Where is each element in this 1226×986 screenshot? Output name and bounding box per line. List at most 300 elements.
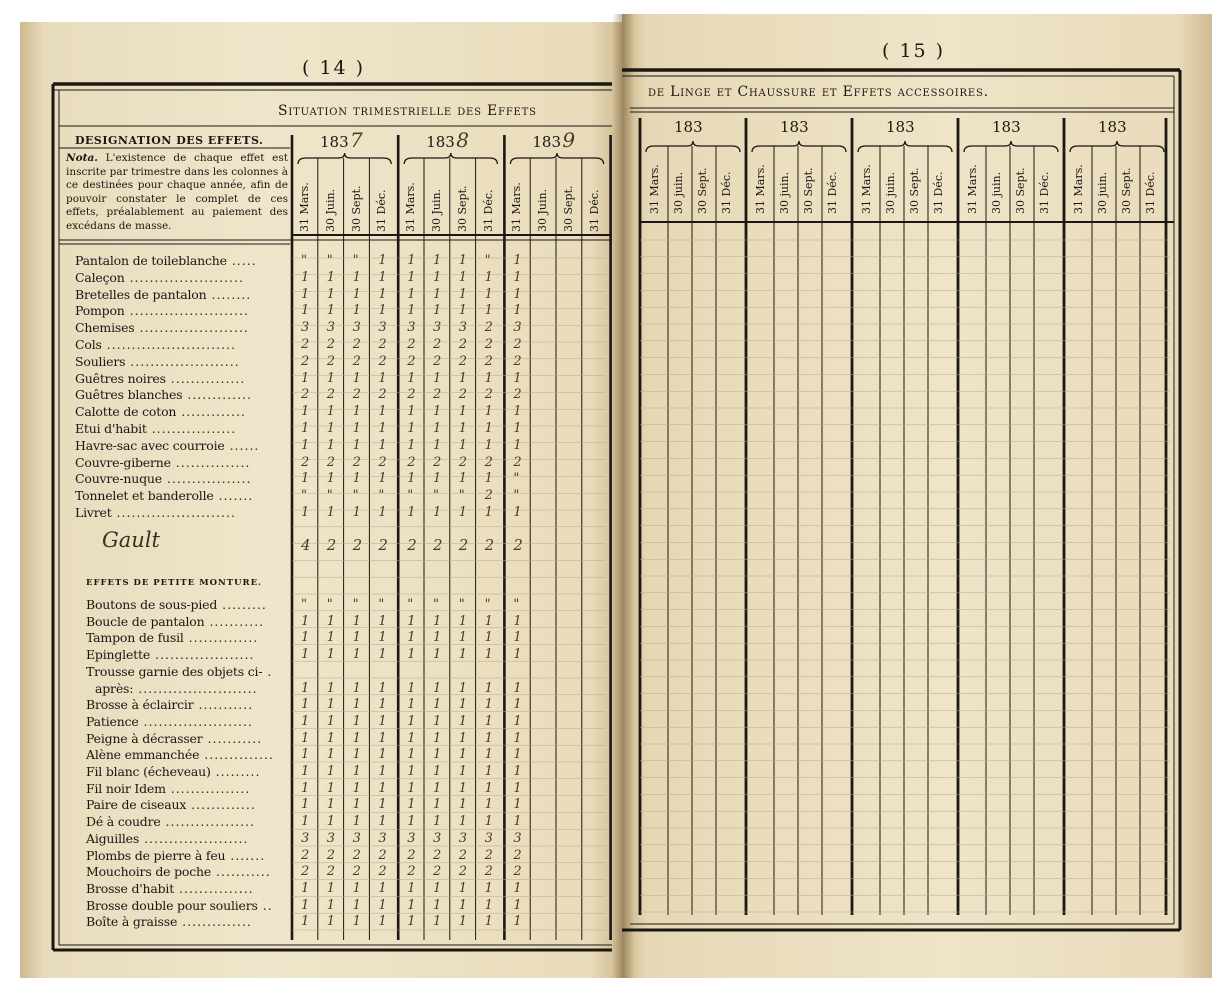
handwritten-count: 1 bbox=[513, 880, 522, 896]
handwritten-count: 1 bbox=[513, 897, 522, 913]
handwritten-count: 1 bbox=[326, 680, 336, 696]
handwritten-count: 1 bbox=[513, 404, 522, 420]
handwritten-count: 2 bbox=[352, 864, 361, 880]
handwritten-count: 2 bbox=[378, 864, 387, 880]
handwritten-count: 2 bbox=[513, 864, 522, 880]
left-year-handwritten-digit: 8 bbox=[456, 128, 469, 152]
handwritten-count: 1 bbox=[513, 421, 522, 436]
handwritten-count: 1 bbox=[484, 303, 493, 319]
handwritten-count: 1 bbox=[433, 680, 442, 696]
handwritten-count: 2 bbox=[301, 337, 310, 352]
signature: Gault bbox=[102, 528, 160, 552]
handwritten-count: 3 bbox=[433, 830, 442, 846]
handwritten-count: 1 bbox=[484, 680, 493, 696]
handwritten-count: 1 bbox=[378, 914, 387, 930]
item-row: Tonnelet et banderolle ....... bbox=[75, 488, 254, 504]
handwritten-count: 1 bbox=[407, 897, 416, 913]
handwritten-count: 1 bbox=[352, 713, 361, 729]
handwritten-count: " bbox=[301, 488, 307, 504]
handwritten-count: 1 bbox=[407, 269, 416, 285]
handwritten-count: 2 bbox=[458, 454, 468, 470]
handwritten-count: 2 bbox=[433, 847, 442, 863]
handwritten-count: 1 bbox=[458, 680, 468, 696]
handwritten-count: 1 bbox=[484, 780, 493, 796]
handwritten-count: 2 bbox=[433, 454, 442, 470]
left-year-label: 183 bbox=[426, 133, 455, 151]
handwritten-count: 1 bbox=[301, 797, 310, 813]
handwritten-count: 1 bbox=[513, 630, 522, 646]
handwritten-count: " bbox=[352, 488, 359, 504]
handwritten-count: 2 bbox=[484, 353, 493, 369]
handwritten-count: 2 bbox=[458, 387, 468, 403]
handwritten-count: 2 bbox=[301, 847, 310, 863]
handwritten-count: 2 bbox=[407, 454, 416, 470]
left-quarter-header: 31 Déc. bbox=[375, 189, 389, 232]
right-quarter-header: 31 Déc. bbox=[932, 171, 945, 214]
item-row: Caleçon ....................... bbox=[75, 269, 244, 285]
handwritten-count: 1 bbox=[458, 764, 468, 779]
handwritten-count: 1 bbox=[458, 797, 468, 813]
handwritten-count: " bbox=[458, 488, 465, 504]
handwritten-count: 1 bbox=[484, 747, 493, 763]
left-quarter-header: 30 Sept. bbox=[455, 185, 469, 232]
handwritten-count: 3 bbox=[301, 830, 310, 846]
handwritten-count: 1 bbox=[301, 897, 310, 913]
handwritten-count: " bbox=[301, 597, 307, 612]
handwritten-count: 1 bbox=[352, 269, 361, 285]
handwritten-count: 1 bbox=[484, 370, 493, 386]
right-quarter-header: 31 Déc. bbox=[826, 171, 839, 214]
handwritten-count: 1 bbox=[301, 647, 310, 663]
right-year-label: 183 bbox=[886, 118, 915, 136]
handwritten-count: 2 bbox=[407, 864, 416, 880]
handwritten-count: 1 bbox=[513, 437, 522, 453]
handwritten-count: 1 bbox=[433, 647, 442, 663]
left-quarter-header: 31 Mars. bbox=[404, 182, 418, 232]
handwritten-count: 1 bbox=[407, 505, 416, 520]
petite-monture-row: Dé à coudre .................. bbox=[86, 814, 256, 830]
handwritten-count: 1 bbox=[433, 713, 442, 729]
handwritten-count: 1 bbox=[484, 697, 493, 713]
handwritten-count: 1 bbox=[433, 404, 442, 420]
left-year-label: 183 bbox=[320, 133, 349, 151]
handwritten-count: 1 bbox=[352, 764, 361, 779]
petite-monture-row: après: ........................ bbox=[95, 680, 258, 696]
handwritten-count: 1 bbox=[458, 505, 468, 520]
handwritten-count: 3 bbox=[513, 830, 522, 846]
handwritten-count: 1 bbox=[484, 630, 493, 646]
handwritten-count: 2 bbox=[513, 337, 522, 352]
item-row: Pompon ........................ bbox=[75, 303, 250, 319]
handwritten-count: 1 bbox=[433, 269, 442, 285]
handwritten-count: 1 bbox=[458, 437, 468, 453]
handwritten-count: 1 bbox=[407, 613, 416, 629]
handwritten-count: 1 bbox=[458, 914, 468, 930]
handwritten-count: 2 bbox=[378, 337, 387, 352]
handwritten-count: 2 bbox=[484, 847, 493, 863]
left-year-handwritten-digit: 9 bbox=[562, 128, 576, 152]
handwritten-count: 1 bbox=[458, 780, 468, 796]
handwritten-count: 1 bbox=[352, 697, 361, 713]
handwritten-count: 1 bbox=[407, 814, 416, 830]
handwritten-count: " bbox=[352, 253, 359, 268]
nota-label: Nota. bbox=[66, 152, 98, 164]
handwritten-count: 1 bbox=[378, 437, 387, 453]
right-year-brace bbox=[964, 141, 1058, 152]
handwritten-count: 1 bbox=[484, 914, 493, 930]
handwritten-count: 1 bbox=[513, 613, 522, 629]
right-quarter-header: 30 Sept. bbox=[1014, 167, 1027, 214]
handwritten-count: 1 bbox=[407, 303, 416, 319]
handwritten-count: 2 bbox=[378, 454, 387, 470]
handwritten-count: " bbox=[378, 597, 385, 612]
handwritten-count: " bbox=[326, 488, 333, 504]
left-year-handwritten-digit: 7 bbox=[350, 128, 363, 152]
handwritten-count: 2 bbox=[513, 387, 522, 403]
handwritten-count: 1 bbox=[378, 680, 387, 696]
petite-monture-row: Patience ...................... bbox=[86, 713, 253, 729]
handwritten-count: 2 bbox=[513, 353, 522, 369]
handwritten-total: 4 bbox=[301, 536, 311, 554]
handwritten-count: 1 bbox=[433, 630, 442, 646]
right-year-brace bbox=[646, 141, 740, 152]
handwritten-count: 1 bbox=[378, 370, 387, 386]
handwritten-count: 2 bbox=[352, 353, 361, 369]
handwritten-count: 2 bbox=[513, 847, 522, 863]
handwritten-count: 3 bbox=[458, 830, 468, 846]
handwritten-count: " bbox=[458, 597, 465, 612]
item-row: Chemises ...................... bbox=[75, 320, 249, 336]
handwritten-count: 1 bbox=[407, 697, 416, 713]
handwritten-count: 1 bbox=[433, 797, 442, 813]
handwritten-count: 1 bbox=[301, 370, 310, 386]
handwritten-count: 1 bbox=[433, 697, 442, 713]
petite-monture-row: Boutons de sous-pied ......... bbox=[86, 597, 267, 612]
handwritten-count: 2 bbox=[433, 337, 442, 352]
right-year-label: 183 bbox=[1098, 118, 1127, 136]
handwritten-count: 1 bbox=[513, 253, 522, 268]
right-year-brace bbox=[858, 141, 952, 152]
nota-block bbox=[66, 152, 288, 233]
handwritten-count: 2 bbox=[433, 387, 442, 403]
handwritten-count: 1 bbox=[378, 730, 387, 746]
handwritten-count: 1 bbox=[513, 797, 522, 813]
left-quarter-header: 31 Déc. bbox=[587, 189, 601, 232]
handwritten-count: 1 bbox=[484, 797, 493, 813]
handwritten-count: " bbox=[513, 597, 520, 612]
handwritten-count: 1 bbox=[484, 286, 493, 302]
handwritten-count: 1 bbox=[513, 697, 522, 713]
handwritten-count: 1 bbox=[378, 897, 387, 913]
handwritten-count: 1 bbox=[301, 814, 310, 830]
right-year-brace bbox=[1070, 141, 1164, 152]
handwritten-count: 2 bbox=[458, 847, 468, 863]
handwritten-count: 1 bbox=[484, 269, 493, 285]
handwritten-count: " bbox=[433, 597, 439, 612]
handwritten-count: 2 bbox=[458, 353, 468, 369]
handwritten-count: 1 bbox=[352, 914, 361, 930]
section-title-petite-monture: EFFETS DE PETITE MONTURE. bbox=[86, 578, 263, 588]
handwritten-count: 1 bbox=[407, 421, 416, 436]
handwritten-total: 2 bbox=[484, 536, 495, 554]
handwritten-count: 2 bbox=[458, 337, 468, 352]
handwritten-count: 3 bbox=[378, 830, 387, 846]
handwritten-count: 2 bbox=[407, 353, 416, 369]
item-row: Souliers ...................... bbox=[75, 353, 240, 369]
handwritten-count: 1 bbox=[352, 814, 361, 830]
item-row: Bretelles de pantalon ........ bbox=[75, 286, 252, 302]
right-quarter-header: 30 Sept. bbox=[1120, 167, 1133, 214]
handwritten-count: 1 bbox=[378, 303, 387, 319]
handwritten-count: 1 bbox=[513, 680, 522, 696]
handwritten-count: 1 bbox=[378, 814, 387, 830]
handwritten-count: 1 bbox=[326, 764, 336, 779]
handwritten-count: 1 bbox=[407, 764, 416, 779]
right-quarter-header: 30 juin. bbox=[672, 171, 685, 214]
handwritten-count: 1 bbox=[301, 630, 310, 646]
left-quarter-header: 30 Juin. bbox=[430, 188, 443, 232]
handwritten-count: 1 bbox=[433, 613, 442, 629]
handwritten-count: 1 bbox=[352, 780, 361, 796]
handwritten-count: 1 bbox=[326, 370, 336, 386]
handwritten-count: 1 bbox=[301, 613, 310, 629]
handwritten-count: 1 bbox=[352, 880, 361, 896]
handwritten-count: 1 bbox=[407, 797, 416, 813]
right-quarter-header: 30 Sept. bbox=[802, 167, 815, 214]
right-page-title: de Linge et Chaussure et Effets accessoires. bbox=[648, 84, 989, 100]
page-number-left: ( 14 ) bbox=[302, 57, 366, 79]
handwritten-count: 1 bbox=[407, 680, 416, 696]
handwritten-count: 1 bbox=[433, 764, 442, 779]
handwritten-count: 1 bbox=[326, 897, 336, 913]
handwritten-count: 1 bbox=[407, 253, 416, 268]
right-quarter-header: 31 Mars. bbox=[754, 164, 767, 214]
handwritten-count: 1 bbox=[301, 764, 310, 779]
handwritten-count: 1 bbox=[352, 505, 361, 520]
handwritten-count: 1 bbox=[513, 764, 522, 779]
handwritten-count: 1 bbox=[378, 630, 387, 646]
handwritten-count: 2 bbox=[301, 353, 310, 369]
handwritten-count: " bbox=[407, 597, 414, 612]
handwritten-count: 3 bbox=[484, 830, 493, 846]
handwritten-count: 1 bbox=[352, 613, 361, 629]
handwritten-count: 1 bbox=[326, 814, 336, 830]
item-row: Cols .......................... bbox=[75, 337, 236, 352]
right-quarter-header: 31 Déc. bbox=[720, 171, 733, 214]
handwritten-count: 1 bbox=[378, 471, 387, 487]
handwritten-count: 2 bbox=[378, 353, 387, 369]
petite-monture-row: Aiguilles ..................... bbox=[86, 830, 249, 846]
handwritten-count: " bbox=[484, 253, 491, 268]
handwritten-count: " bbox=[433, 488, 439, 504]
petite-monture-row: Mouchoirs de poche ........... bbox=[86, 864, 271, 880]
petite-monture-row: Boîte à graisse .............. bbox=[86, 914, 252, 930]
handwritten-count: 2 bbox=[301, 454, 310, 470]
right-year-label: 183 bbox=[674, 118, 703, 136]
handwritten-count: 1 bbox=[513, 780, 522, 796]
handwritten-count: 2 bbox=[352, 454, 361, 470]
handwritten-count: 1 bbox=[407, 404, 416, 420]
handwritten-count: 1 bbox=[301, 404, 310, 420]
handwritten-count: 1 bbox=[352, 747, 361, 763]
handwritten-total: 2 bbox=[378, 536, 388, 554]
right-year-label: 183 bbox=[992, 118, 1021, 136]
item-row: Calotte de coton ............. bbox=[75, 404, 246, 420]
handwritten-count: 1 bbox=[326, 713, 336, 729]
handwritten-count: 3 bbox=[352, 830, 361, 846]
handwritten-count: 2 bbox=[484, 454, 493, 470]
handwritten-count: 1 bbox=[352, 421, 361, 436]
right-quarter-header: 30 juin. bbox=[778, 171, 791, 214]
handwritten-count: 2 bbox=[484, 864, 493, 880]
handwritten-count: 2 bbox=[458, 864, 468, 880]
handwritten-count: 1 bbox=[513, 269, 522, 285]
handwritten-count: 1 bbox=[352, 404, 361, 420]
handwritten-count: 1 bbox=[301, 713, 310, 729]
handwritten-count: 1 bbox=[433, 880, 442, 896]
handwritten-count: 1 bbox=[352, 471, 361, 487]
handwritten-count: 2 bbox=[326, 337, 336, 352]
handwritten-count: 1 bbox=[407, 713, 416, 729]
handwritten-count: 3 bbox=[513, 320, 522, 336]
handwritten-count: 1 bbox=[458, 814, 468, 830]
handwritten-count: 1 bbox=[352, 370, 361, 386]
petite-monture-row: Brosse double pour souliers .. bbox=[86, 897, 273, 913]
right-quarter-header: 31 Mars. bbox=[966, 164, 979, 214]
handwritten-count: 1 bbox=[301, 471, 310, 487]
handwritten-count: 1 bbox=[407, 780, 416, 796]
handwritten-count: 1 bbox=[301, 730, 310, 746]
handwritten-count: 2 bbox=[378, 847, 387, 863]
handwritten-count: 1 bbox=[301, 286, 310, 302]
item-row: Guêtres blanches ............. bbox=[75, 387, 253, 403]
handwritten-count: 3 bbox=[407, 830, 416, 846]
handwritten-count: 1 bbox=[301, 680, 310, 696]
handwritten-count: 1 bbox=[484, 713, 493, 729]
handwritten-count: 1 bbox=[378, 613, 387, 629]
nota-text: L'existence de chaque effet est inscrite par trimestre dans les colonnes à ce destinées pour chaque année, afin de pouvoir constater le complet de ces effets, préalablement au paiement des excédans de masse. bbox=[66, 152, 288, 232]
handwritten-count: " bbox=[352, 597, 359, 612]
handwritten-count: 1 bbox=[458, 747, 468, 763]
handwritten-count: 1 bbox=[301, 697, 310, 713]
left-quarter-header: 30 Sept. bbox=[562, 185, 575, 232]
handwritten-count: 1 bbox=[458, 730, 468, 746]
handwritten-count: 1 bbox=[458, 647, 468, 663]
handwritten-count: 1 bbox=[484, 421, 493, 436]
right-quarter-header: 31 Mars. bbox=[648, 164, 661, 214]
handwritten-count: 1 bbox=[407, 747, 416, 763]
right-quarter-header: 31 Déc. bbox=[1144, 171, 1157, 214]
handwritten-total: 2 bbox=[458, 536, 469, 554]
handwritten-count: 2 bbox=[326, 387, 336, 403]
handwritten-count: 1 bbox=[378, 421, 387, 436]
handwritten-count: 1 bbox=[513, 747, 522, 763]
handwritten-count: 1 bbox=[433, 780, 442, 796]
handwritten-count: 2 bbox=[352, 387, 361, 403]
handwritten-count: 1 bbox=[458, 471, 468, 487]
handwritten-count: 1 bbox=[433, 370, 442, 386]
handwritten-count: 1 bbox=[513, 286, 522, 302]
handwritten-count: 1 bbox=[326, 880, 336, 896]
handwritten-count: 2 bbox=[352, 847, 361, 863]
handwritten-count: 1 bbox=[458, 880, 468, 896]
handwritten-count: 2 bbox=[407, 337, 416, 352]
handwritten-count: 1 bbox=[484, 437, 493, 453]
left-quarter-header: 30 Sept. bbox=[349, 185, 363, 232]
handwritten-count: 1 bbox=[301, 421, 310, 436]
handwritten-count: 1 bbox=[378, 269, 387, 285]
handwritten-count: 2 bbox=[484, 387, 493, 403]
right-year-label: 183 bbox=[780, 118, 809, 136]
petite-monture-row: Alène emmanchée .............. bbox=[86, 747, 274, 763]
petite-monture-row: Plombs de pierre à feu ....... bbox=[86, 847, 266, 863]
left-year-brace bbox=[404, 153, 497, 164]
handwritten-count: 1 bbox=[484, 471, 493, 487]
handwritten-count: 1 bbox=[513, 713, 522, 729]
handwritten-count: 1 bbox=[458, 404, 468, 420]
handwritten-count: 1 bbox=[301, 303, 310, 319]
handwritten-count: 1 bbox=[326, 404, 336, 420]
handwritten-count: 1 bbox=[458, 630, 468, 646]
handwritten-count: 1 bbox=[301, 269, 310, 285]
handwritten-count: " bbox=[484, 597, 491, 612]
handwritten-total: 2 bbox=[326, 536, 337, 554]
handwritten-count: 1 bbox=[433, 437, 442, 453]
handwritten-count: 3 bbox=[326, 830, 336, 846]
handwritten-count: 1 bbox=[484, 814, 493, 830]
handwritten-count: 1 bbox=[326, 269, 336, 285]
handwritten-count: 1 bbox=[326, 437, 336, 453]
handwritten-count: 1 bbox=[433, 730, 442, 746]
right-quarter-header: 30 Sept. bbox=[696, 167, 709, 214]
right-quarter-header: 31 Déc. bbox=[1038, 171, 1051, 214]
handwritten-count: 2 bbox=[301, 864, 310, 880]
handwritten-count: 1 bbox=[326, 730, 336, 746]
handwritten-count: 1 bbox=[378, 647, 387, 663]
petite-monture-row: Paire de ciseaux ............. bbox=[86, 797, 256, 813]
handwritten-count: 2 bbox=[326, 864, 336, 880]
handwritten-count: 1 bbox=[513, 814, 522, 830]
handwritten-count: 2 bbox=[326, 353, 336, 369]
handwritten-count: 1 bbox=[378, 697, 387, 713]
item-row: Livret ........................ bbox=[75, 505, 236, 520]
handwritten-count: 1 bbox=[407, 730, 416, 746]
handwritten-count: 1 bbox=[407, 880, 416, 896]
handwritten-count: 1 bbox=[433, 914, 442, 930]
handwritten-count: 3 bbox=[378, 320, 387, 336]
handwritten-count: 1 bbox=[458, 421, 468, 436]
handwritten-count: " bbox=[513, 471, 520, 487]
handwritten-count: 1 bbox=[433, 421, 442, 436]
handwritten-count: 1 bbox=[407, 647, 416, 663]
handwritten-count: 2 bbox=[326, 847, 336, 863]
handwritten-count: 1 bbox=[484, 505, 493, 520]
petite-monture-row: Fil blanc (écheveau) ......... bbox=[86, 764, 261, 779]
handwritten-count: 1 bbox=[301, 780, 310, 796]
handwritten-count: 2 bbox=[407, 847, 416, 863]
handwritten-count: 1 bbox=[301, 505, 310, 520]
handwritten-count: 1 bbox=[458, 697, 468, 713]
handwritten-count: 1 bbox=[378, 713, 387, 729]
left-year-brace bbox=[510, 153, 603, 164]
handwritten-count: 1 bbox=[513, 505, 522, 520]
handwritten-count: 1 bbox=[484, 730, 493, 746]
petite-monture-row: Trousse garnie des objets ci- . bbox=[86, 663, 273, 679]
handwritten-count: 1 bbox=[352, 647, 361, 663]
right-quarter-header: 30 juin. bbox=[990, 171, 1003, 214]
handwritten-count: 1 bbox=[301, 880, 310, 896]
handwritten-count: 1 bbox=[407, 471, 416, 487]
